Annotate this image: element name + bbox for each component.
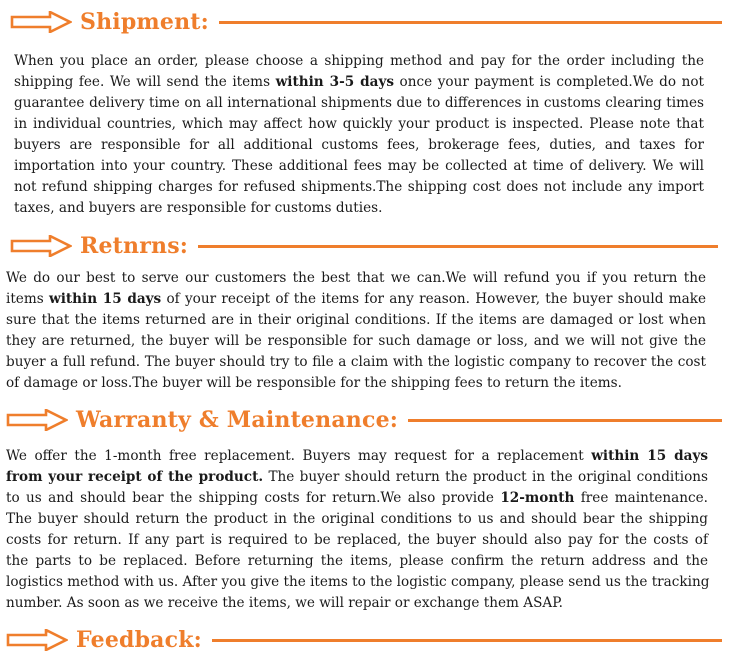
warranty-text-line: the parts to be replaced. Before returning the items, please confirm the return address and the bbox=[6, 553, 708, 569]
warranty-text-line: to us and should bear the shipping costs for return.We also provide 12-month free maintenance. bbox=[6, 490, 708, 506]
warranty-text-line: number. As soon as we receive the items, we will repair or exchange them ASAP. bbox=[6, 595, 563, 611]
feedback-header bbox=[6, 625, 722, 655]
warranty-text-line: The buyer should return the product in the original conditions to us and should bear the shipping bbox=[6, 511, 708, 527]
arrow-right-icon bbox=[10, 11, 72, 33]
warranty-text-line: We offer the 1-month free replacement. Buyers may request for a replacement within 15 days bbox=[6, 448, 708, 464]
warranty-emphasis: from your receipt of the product. bbox=[6, 469, 264, 485]
returns-text-line: sure that the items returned are in their original conditions. If the items are damaged or lost when bbox=[6, 312, 706, 328]
returns-text-line: of damage or loss.The buyer will be responsible for the shipping fees to return the items. bbox=[6, 375, 622, 391]
warranty-body bbox=[6, 446, 708, 614]
arrow-right-icon bbox=[6, 409, 68, 431]
shipment-text-line: importation into your country. These additional fees may be collected at time of delivery. We will bbox=[14, 158, 704, 174]
shipment-text-line: in individual countries, which may affect how quickly your product is inspected. Please note that bbox=[14, 116, 704, 132]
warranty-text-line: from your receipt of the product. The buyer should return the product in the original conditions bbox=[6, 469, 708, 485]
feedback-divider bbox=[212, 639, 722, 642]
returns-header bbox=[10, 231, 718, 261]
arrow-right-icon bbox=[10, 235, 72, 257]
shipment-text-line: guarantee delivery time on all international shipments due to differences in customs clearing times bbox=[14, 95, 704, 111]
returns-text-line: buyer a full refund. The buyer should try to file a claim with the logistic company to recover the cost bbox=[6, 354, 706, 370]
returns-emphasis: within 15 days bbox=[49, 291, 162, 307]
shipment-emphasis: within 3-5 days bbox=[275, 74, 395, 90]
warranty-title: Warranty & Maintenance: bbox=[76, 407, 399, 433]
shipment-text-line: buyers are responsible for all additional customs fees, brokerage fees, duties, and taxes for bbox=[14, 137, 704, 153]
shipment-text-line: shipping fee. We will send the items within 3-5 days once your payment is completed.We do not bbox=[14, 74, 705, 90]
shipment-header bbox=[10, 7, 722, 37]
shipment-text-line: not refund shipping charges for refused shipments.The shipping cost does not include any import bbox=[14, 179, 704, 195]
warranty-divider bbox=[408, 419, 722, 422]
returns-text-line: items within 15 days of your receipt of the items for any reason. However, the buyer should make bbox=[6, 291, 707, 307]
shipment-text-line: When you place an order, please choose a shipping method and pay for the order including the bbox=[14, 53, 704, 69]
shipment-body bbox=[14, 51, 704, 219]
shipment-divider bbox=[219, 21, 722, 24]
returns-divider bbox=[198, 245, 718, 248]
arrow-right-icon bbox=[6, 629, 68, 651]
returns-title: Retnrns: bbox=[80, 233, 189, 259]
shipment-text-line: taxes, and buyers are responsible for customs duties. bbox=[14, 200, 383, 216]
returns-text-line: they are returned, the buyer will be responsible for such damage or loss, and we will not give the bbox=[6, 333, 706, 349]
feedback-title: Feedback: bbox=[76, 627, 202, 653]
warranty-header bbox=[6, 405, 722, 435]
warranty-emphasis: 12-month bbox=[500, 490, 575, 506]
warranty-text-line: logistics method with us. After you give the items to the logistic company, please send us the tracking bbox=[6, 574, 710, 590]
shipment-title: Shipment: bbox=[80, 9, 209, 35]
warranty-emphasis: within 15 days bbox=[591, 448, 708, 464]
returns-body bbox=[6, 268, 706, 394]
returns-text-line: We do our best to serve our customers the best that we can.We will refund you if you return the bbox=[6, 270, 706, 286]
warranty-text-line: costs for return. If any part is required to be replaced, the buyer should also pay for the costs of bbox=[6, 532, 708, 548]
